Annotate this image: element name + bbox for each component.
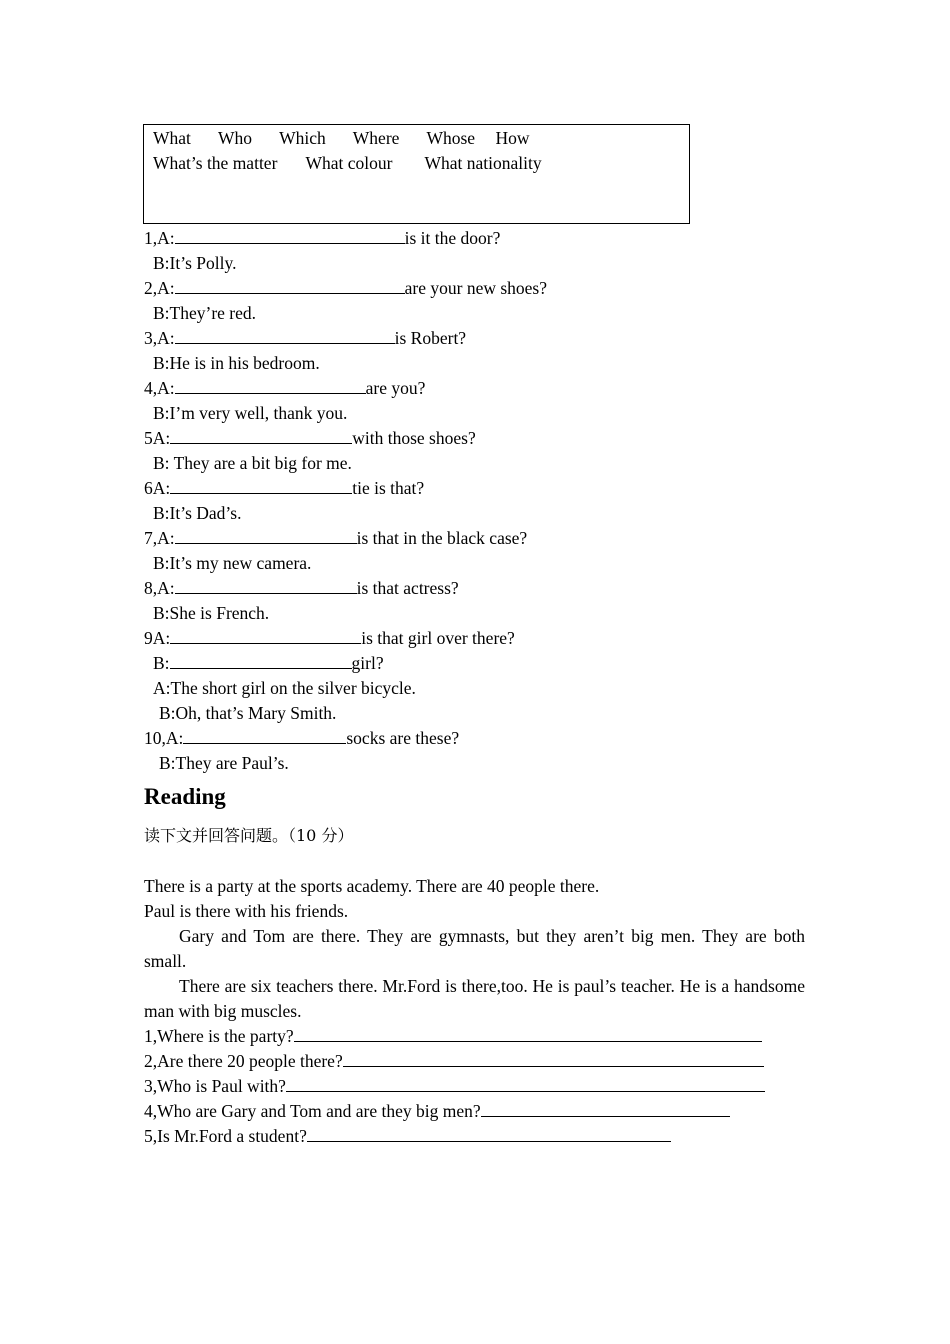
word-bank-item: Where — [352, 128, 400, 148]
reading-instruction: 读下文并回答问题。（10 分） — [144, 826, 354, 845]
exercise-line: B: girl? — [153, 653, 384, 673]
answer-blank[interactable] — [175, 526, 357, 544]
exercise-line: 10,A: socks are these? — [144, 728, 460, 748]
word-bank-item: What — [153, 128, 191, 148]
answer-blank[interactable] — [175, 326, 395, 344]
reading-question: 5,Is Mr.Ford a student? — [144, 1124, 671, 1149]
answer-blank[interactable] — [183, 726, 346, 744]
answer-blank[interactable] — [175, 226, 405, 244]
exercise-line: 1,A: is it the door? — [144, 228, 501, 248]
reading-paragraph: There are six teachers there. Mr.Ford is there,too. He is paul’s teacher. He is a handsome man with big muscles. — [144, 976, 805, 1021]
answer-blank[interactable] — [481, 1099, 730, 1117]
reading-question: 2,Are there 20 people there? — [144, 1049, 764, 1074]
answer-blank[interactable] — [175, 576, 357, 594]
answer-blank[interactable] — [343, 1049, 764, 1067]
answer-blank[interactable] — [175, 276, 405, 294]
word-bank-item: What colour — [305, 153, 393, 173]
section-heading-reading: Reading — [144, 784, 226, 809]
word-bank-row-1 — [153, 128, 530, 149]
exercise-line: 9A: is that girl over there? — [144, 628, 515, 648]
exercise-line: A:The short girl on the silver bicycle. — [153, 678, 416, 698]
answer-blank[interactable] — [170, 626, 361, 644]
exercise-line: B:They are Paul’s. — [159, 753, 289, 773]
reading-paragraph: Gary and Tom are there. They are gymnasts, but they aren’t big men. They are both small. — [144, 926, 805, 971]
exercise-line: 3,A: is Robert? — [144, 328, 467, 348]
exercise-line: 7,A: is that in the black case? — [144, 528, 528, 548]
exercise-line: B:She is French. — [153, 603, 270, 623]
word-bank-box — [143, 124, 690, 224]
exercise-line: B:It’s Dad’s. — [153, 503, 242, 523]
reading-paragraph: Paul is there with his friends. — [144, 901, 349, 921]
reading-question: 4,Who are Gary and Tom and are they big men? — [144, 1099, 730, 1124]
exercise-line: B:Oh, that’s Mary Smith. — [159, 703, 337, 723]
answer-blank[interactable] — [170, 426, 352, 444]
answer-blank[interactable] — [307, 1124, 671, 1142]
exercise-line: 4,A: are you? — [144, 378, 426, 398]
word-bank-item: What nationality — [424, 153, 542, 173]
word-bank-item: Which — [279, 128, 326, 148]
reading-paragraph: There is a party at the sports academy. There are 40 people there. — [144, 876, 600, 896]
exercise-line: B:He is in his bedroom. — [153, 353, 320, 373]
answer-blank[interactable] — [286, 1074, 765, 1092]
reading-question: 1,Where is the party? — [144, 1024, 762, 1049]
exercise-line: 2,A: are your new shoes? — [144, 278, 548, 298]
reading-question: 3,Who is Paul with? — [144, 1074, 765, 1099]
word-bank-item: Whose — [426, 128, 476, 148]
answer-blank[interactable] — [170, 476, 352, 494]
exercise-line: 5A: with those shoes? — [144, 428, 476, 448]
word-bank-item: What’s the matter — [153, 153, 278, 173]
exercise-line: 6A: tie is that? — [144, 478, 425, 498]
word-bank-item: Who — [217, 128, 252, 148]
answer-blank[interactable] — [294, 1024, 762, 1042]
exercise-line: B:They’re red. — [153, 303, 257, 323]
exercise-line: B:It’s my new camera. — [153, 553, 312, 573]
exercise-line: B:I’m very well, thank you. — [153, 403, 348, 423]
answer-blank[interactable] — [175, 376, 366, 394]
word-bank-item: How — [495, 128, 530, 148]
exercise-line: B:It’s Polly. — [153, 253, 237, 273]
word-bank-row-2 — [153, 153, 542, 174]
exercise-line: 8,A: is that actress? — [144, 578, 459, 598]
answer-blank[interactable] — [170, 651, 352, 669]
exercise-line: B: They are a bit big for me. — [153, 453, 352, 473]
